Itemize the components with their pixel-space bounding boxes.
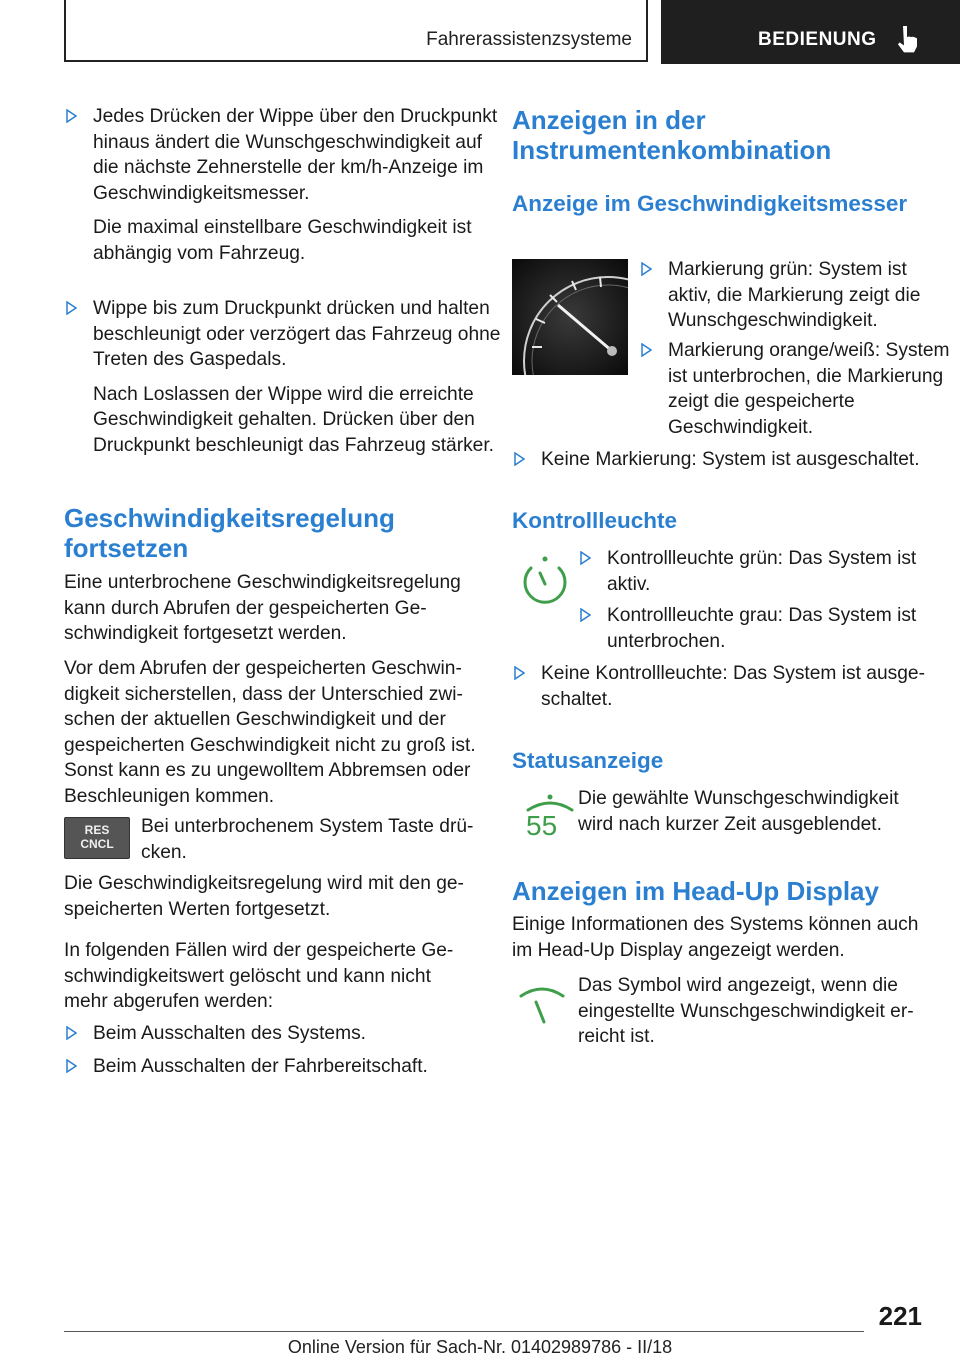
paragraph: Das Symbol wird angezeigt, wenn die eingestellte Wunschgeschwindigkeit erreicht ist.	[578, 975, 914, 1047]
bullet-triangle-icon	[580, 608, 591, 622]
subsection-heading: Statusanzeige	[512, 748, 664, 773]
list-item	[512, 661, 955, 712]
paragraph: Bei unterbrochenem System Taste drücken.	[141, 816, 474, 863]
button-label-line: RES	[84, 823, 110, 837]
section-heading: Anzeigen im Head-Up Display	[512, 876, 879, 906]
footer-online-version: Online Version für Sach-Nr. 01402989786 - II/18	[287, 1337, 673, 1357]
list-item	[64, 1021, 507, 1047]
status-speed-value: 55	[526, 810, 558, 841]
list-item-text: Markierung grün: System ist aktiv, die Markierung zeigt die Wunschgeschwindigkeit.	[668, 259, 921, 331]
subsection-heading: Kontrollleuchte	[512, 508, 678, 533]
section-title: Fahrerassistenzsysteme	[426, 29, 632, 50]
list-item	[64, 104, 507, 266]
header-section-box	[64, 0, 648, 62]
hud-speed-reached-icon	[518, 982, 566, 1028]
list-item-text: Jedes Drücken der Wippe über den Druckpunkt hinaus ändert die Wunschgeschwindigkeit auf die nächste Zehnerstelle der km/h-Anzeige im Geschwindigkeitsmesser.	[93, 106, 498, 204]
bullet-triangle-icon	[580, 551, 591, 565]
list-item-text: Keine Markierung: System ist ausgeschaltet.	[541, 449, 920, 470]
cruise-control-indicator-icon	[520, 555, 570, 605]
section-heading: Anzeigen in der Instrumentenkombination	[512, 105, 832, 165]
paragraph: Einige Informationen des Systems können auch im Head-Up Display angezeigt werden.	[512, 914, 919, 961]
bullet-triangle-icon	[66, 1026, 77, 1040]
list-item	[512, 447, 955, 473]
footer-divider	[64, 1331, 864, 1332]
list-item-text: Wippe bis zum Druckpunkt drücken und halten beschleunigt oder verzögert das Fahrzeug ohne Treten des Gaspedals.	[93, 298, 501, 370]
header-chapter-box	[661, 0, 960, 64]
paragraph: Die Geschwindigkeitsregelung wird mit den gespeicherten Werten fortgesetzt.	[64, 873, 464, 920]
list-item-subtext: Die maximal einstellbare Geschwindigkeit ist abhängig vom Fahrzeug.	[93, 217, 472, 264]
list-item	[64, 296, 507, 458]
list-item	[639, 338, 955, 440]
bullet-triangle-icon	[641, 262, 652, 276]
paragraph: Vor dem Abrufen der gespeicherten Geschwindigkeit sicherstellen, dass der Unterschied zwischen der aktuellen Geschwindigkeit und der gespeicherten Geschwindigkeit nicht zu groß ist. Sonst kann es zu ungewolltem Abbremsen oder Beschleunigen kommen.	[64, 658, 476, 807]
list-item	[578, 603, 955, 654]
list-item-text: Kontrollleuchte grün: Das System ist aktiv.	[607, 548, 917, 595]
list-item-text: Keine Kontrollleuchte: Das System ist ausgeschaltet.	[541, 663, 925, 710]
list-item	[639, 257, 955, 334]
list-item-text: Markierung orange/weiß: System ist unterbrochen, die Markierung zeigt die gespeicherte Geschwindigkeit.	[668, 340, 950, 438]
bullet-triangle-icon	[66, 109, 77, 123]
bullet-triangle-icon	[641, 343, 652, 357]
list-item-subtext: Nach Loslassen der Wippe wird die erreichte Geschwindigkeit gehalten. Drücken über den Druckpunkt beschleunigt das Fahrzeug stärker.	[93, 383, 495, 456]
bullet-triangle-icon	[66, 301, 77, 315]
list-item-text: Beim Ausschalten des Systems.	[93, 1023, 367, 1044]
bullet-triangle-icon	[514, 666, 525, 680]
res-cncl-button-icon	[64, 817, 130, 859]
list-item	[578, 546, 955, 597]
button-label-line: CNCL	[80, 837, 114, 851]
list-item	[64, 1054, 507, 1080]
pointing-hand-icon	[894, 25, 920, 55]
paragraph: In folgenden Fällen wird der gespeicherte Geschwindigkeitswert gelöscht und kann nicht mehr abgerufen werden:	[64, 940, 454, 1012]
chapter-title: BEDIENUNG	[758, 29, 877, 50]
status-speed-icon	[522, 794, 578, 844]
bullet-triangle-icon	[514, 452, 525, 466]
paragraph: Eine unterbrochene Geschwindigkeitsregelung kann durch Abrufen der gespeicherten Geschwindigkeit fortgesetzt werden.	[64, 572, 461, 644]
speedometer-image	[512, 259, 628, 375]
list-item-text: Beim Ausschalten der Fahrbereitschaft.	[93, 1056, 428, 1077]
subsection-heading: Anzeige im Geschwindigkeitsmesser	[512, 191, 908, 216]
section-heading: Geschwindigkeitsregelung fortsetzen	[64, 503, 395, 563]
list-item-text: Kontrollleuchte grau: Das System ist unterbrochen.	[607, 605, 917, 652]
bullet-triangle-icon	[66, 1059, 77, 1073]
paragraph: Die gewählte Wunschgeschwindigkeit wird nach kurzer Zeit ausgeblendet.	[578, 788, 899, 835]
page-number: 221	[878, 1301, 922, 1331]
